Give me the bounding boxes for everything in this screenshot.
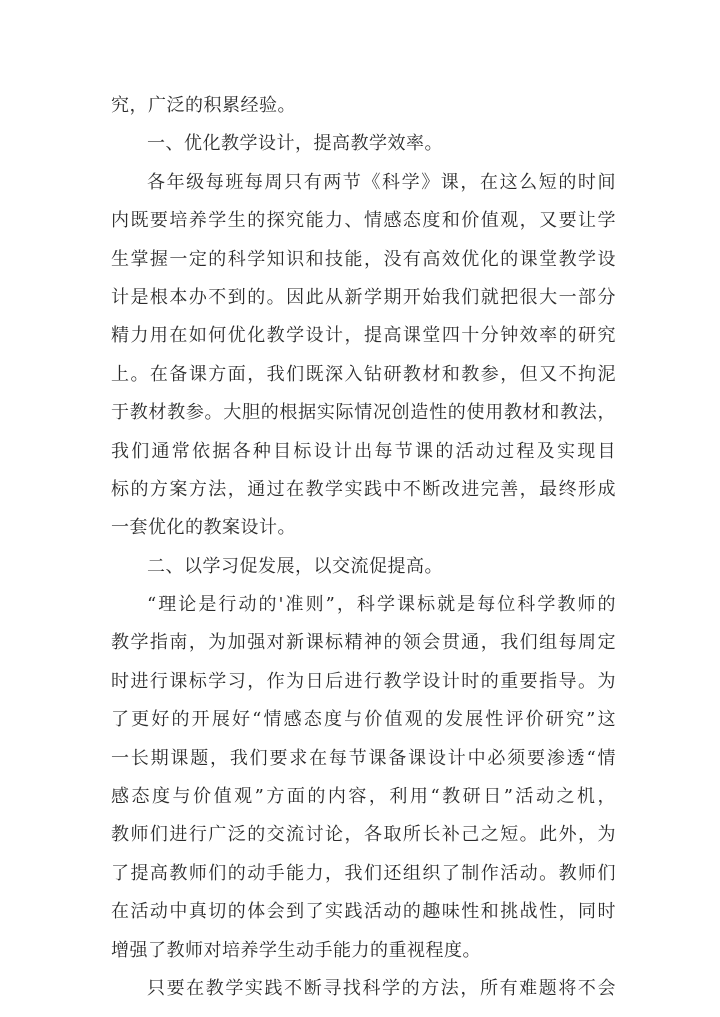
text-line: 了更好的开展好“情感态度与价值观的发展性评价研究”这	[111, 709, 616, 731]
text-line: 究，广泛的积累经验。	[111, 95, 296, 116]
text-line: 只要在教学实践不断寻找科学的方法，所有难题将不会	[147, 977, 616, 999]
text-line: 增强了教师对培养学生动手能力的重视程度。	[111, 939, 481, 961]
text-line: 计是根本办不到的。因此从新学期开始我们就把很大一部分	[111, 286, 616, 308]
text-line: 内既要培养学生的探究能力、情感态度和价值观，又要让学	[111, 210, 616, 232]
text-line: 在活动中真切的体会到了实践活动的趣味性和挑战性，同时	[111, 901, 616, 923]
text-line: 精力用在如何优化教学设计，提高课堂四十分钟效率的研究	[111, 325, 616, 347]
text-line: 生掌握一定的科学知识和技能，没有高效优化的课堂教学设	[111, 248, 616, 270]
document-body	[111, 87, 616, 1008]
text-line: 标的方案方法，通过在教学实践中不断改进完善，最终形成	[111, 478, 616, 500]
text-line: 各年级每班每周只有两节《科学》课，在这么短的时间	[147, 171, 616, 193]
text-line: 感态度与价值观”方面的内容，利用“教研日”活动之机，	[111, 786, 616, 808]
section-heading-2: 二、以学习促发展，以交流促提高。	[147, 555, 443, 577]
section-heading-1: 一、优化教学设计，提高教学效率。	[147, 133, 443, 155]
text-line: 教学指南，为加强对新课标精神的领会贯通，我们组每周定	[111, 632, 616, 654]
text-line: 一长期课题，我们要求在每节课备课设计中必须要渗透“情	[111, 747, 616, 769]
text-line: 一套优化的教案设计。	[111, 517, 296, 539]
text-line: 教师们进行广泛的交流讨论，各取所长补己之短。此外，为	[111, 824, 616, 846]
text-line: 于教材教参。大胆的根据实际情况创造性的使用教材和教法，	[111, 402, 616, 424]
text-line: 上。在备课方面，我们既深入钻研教材和教参，但又不拘泥	[111, 363, 616, 385]
text-line: 时进行课标学习，作为日后进行教学设计时的重要指导。为	[111, 670, 616, 692]
text-line: “理论是行动的'准则”，科学课标就是每位科学教师的	[147, 594, 616, 616]
text-line: 我们通常依据各种目标设计出每节课的活动过程及实现目	[111, 440, 616, 462]
text-line: 了提高教师们的动手能力，我们还组织了制作活动。教师们	[111, 862, 616, 884]
